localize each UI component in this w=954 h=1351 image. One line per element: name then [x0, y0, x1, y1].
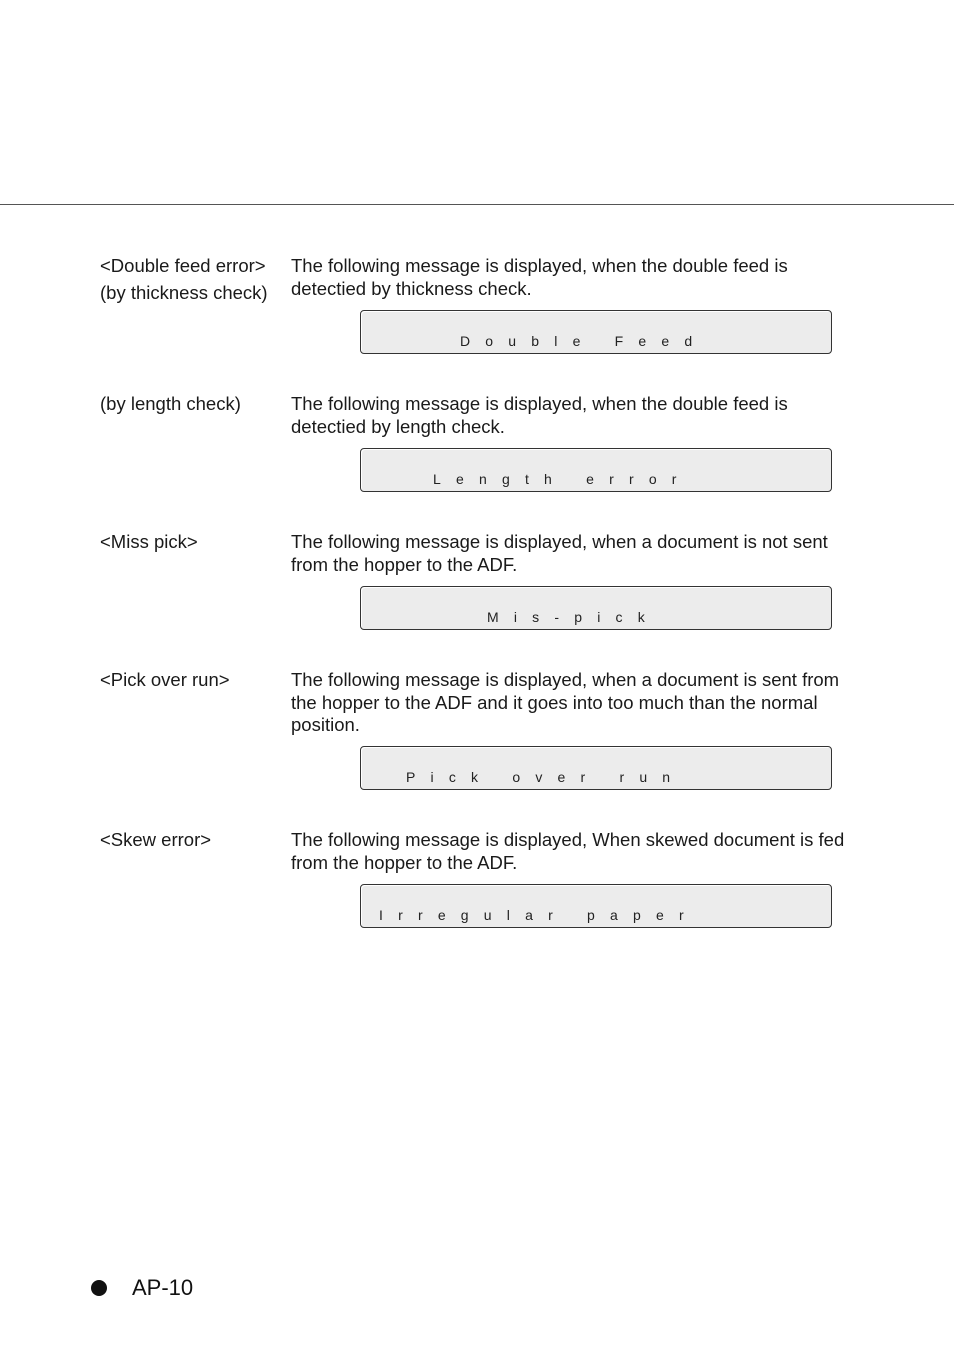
section-label: <Skew error> [100, 829, 212, 850]
lcd-display [360, 746, 832, 790]
section-description: The following message is displayed, When skewed document is fed from the hopper to the ADF. [291, 829, 845, 873]
lcd-message: Double Feed [460, 333, 708, 349]
section-description: The following message is displayed, when the double feed is detectied by length check. [291, 393, 788, 437]
lcd-message: Length error [433, 471, 692, 487]
bullet-icon [91, 1280, 107, 1296]
section-label: <Pick over run> [100, 669, 230, 690]
section-description: The following message is displayed, when a document is not sent from the hopper to the ADF. [291, 531, 828, 575]
section-label-line1: <Double feed error> [100, 255, 266, 276]
section-label: (by length check) [100, 393, 241, 414]
lcd-message: Irregular paper [379, 907, 699, 923]
lcd-display [360, 586, 832, 630]
section-label [100, 252, 268, 306]
section-description: The following message is displayed, when the double feed is detectied by thickness check. [291, 255, 788, 299]
lcd-display [360, 884, 832, 928]
section-label-line2: (by thickness check) [100, 282, 268, 303]
section-description: The following message is displayed, when a document is sent from the hopper to the ADF and it goes into too much than the normal position. [291, 669, 840, 735]
lcd-message: Mis-pick [487, 609, 660, 625]
section-label: <Miss pick> [100, 531, 198, 552]
lcd-message: Pick over run [406, 769, 686, 785]
lcd-display [360, 310, 832, 354]
header-rule [0, 204, 954, 205]
page-number: AP-10 [132, 1275, 194, 1300]
lcd-display [360, 448, 832, 492]
